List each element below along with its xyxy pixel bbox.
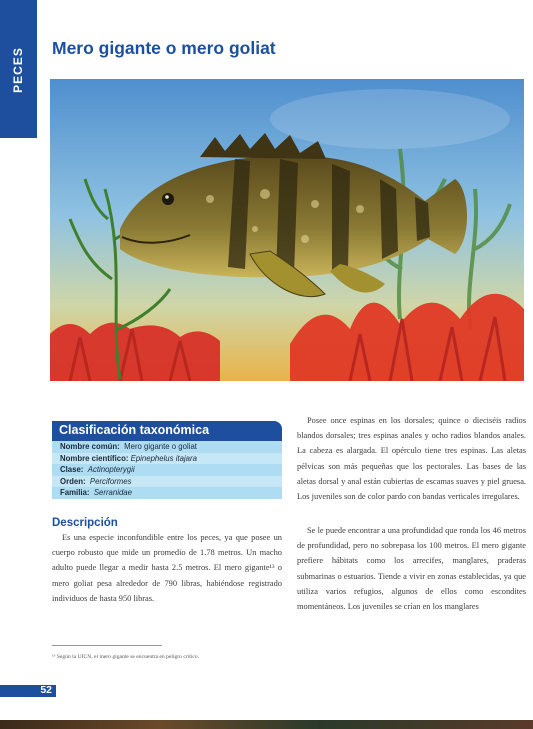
section-tab [0, 0, 37, 138]
anatomy-paragraph: Posee once espinas en los dorsales; quince o dieciséis radios blandos dorsales; tres espinas anales y ocho radios blandos anales. La cabeza es alargada. El opérculo tiene tres espinas. Las aletas pélvicas son más pequeñas que los pectorales. Las bases de las aletas dorsal y anal están cubiertas de escamas suaves y piel gruesa. Los juveniles son de color pardo con bandas verticales irregulares. [297, 416, 526, 502]
footnote-divider [52, 645, 162, 646]
description-paragraph: Es una especie inconfundible entre los peces, ya que posee un cuerpo robusto que mide un promedio de 1.78 metros. Un macho adulto puede llegar a medir hasta 2.5 metros. El mero gigante¹³ o mero goliat pesa alrededor de 790 libras, habiéndose registrado individuos de hasta 950 libras. [52, 533, 282, 603]
page-title: Mero gigante o mero goliat [52, 38, 276, 58]
taxonomy-row-scientific-name: Nombre científico: Epinephelus itajara [52, 453, 282, 465]
description-heading: Descripción [52, 517, 118, 529]
taxonomy-box [52, 421, 282, 499]
taxonomy-row-common-name: Nombre común: Mero gigante o goliat [52, 441, 282, 453]
footnote: ¹³ Según la UICN, el mero gigante se encuentra en peligro crítico. [52, 654, 200, 660]
grouper-illustration [50, 79, 524, 381]
taxonomy-heading: Clasificación taxonómica [52, 421, 282, 441]
section-tab-label: PECES [11, 47, 25, 93]
bottom-image-strip [0, 720, 533, 729]
taxonomy-row-class: Clase: Actinopterygii [52, 464, 282, 476]
page-number-bar [0, 685, 56, 697]
taxonomy-row-family: Familia: Serranidae [52, 487, 282, 499]
habitat-paragraph: Se le puede encontrar a una profundidad que ronda los 46 metros de profundidad, pero no sobrepasa los 100 metros. El mero gigante prefiere hábitats como los arrecifes, manglares, praderas submarinas o estuarios. Tiende a vivir en zonas establecidas, ya que utiliza varios refugios, algunos de ellos como escondites momentáneos. Los juveniles se crían en los manglares [297, 526, 526, 612]
page-number: 52 [40, 684, 52, 696]
taxonomy-row-order: Orden: Perciformes [52, 476, 282, 488]
